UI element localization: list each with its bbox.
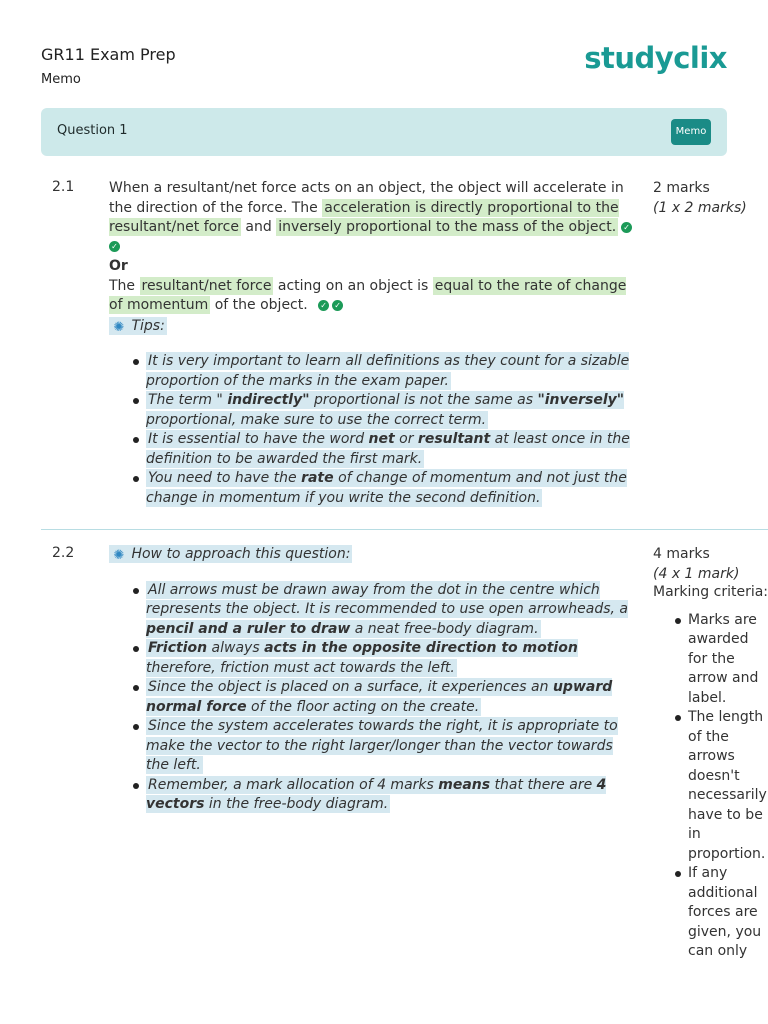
or-label: Or: [109, 258, 128, 274]
question-number-2-1: 2.1: [52, 179, 75, 195]
list-item: [146, 469, 639, 508]
approach-emphasis: 4 vectors: [146, 776, 607, 812]
lightbulb-icon: ✺: [113, 319, 125, 335]
approach-text: a neat free-body diagram.: [350, 620, 539, 637]
approach-emphasis: acts in the opposite direction to motion: [264, 640, 578, 656]
marks-total: 2 marks: [653, 180, 710, 196]
list-item: If any additional forces are given, you can only: [688, 864, 768, 962]
tip-text: It is very important to learn all definitions as they count for a sizable proportion of the marks in the exam paper.: [146, 353, 630, 389]
definition-text: When a resultant/net force acts on an object, the object will accelerate in the direction of the force. The: [109, 180, 624, 216]
list-item: The length of the arrows doesn't necessarily have to be in proportion.: [688, 708, 768, 864]
studyclix-logo[interactable]: studyclix: [584, 41, 727, 75]
question-header-bar: [41, 108, 727, 156]
tip-text: proportional, make sure to use the correct term.: [146, 411, 487, 428]
approach-list: [109, 581, 639, 815]
page-subtitle: Memo: [41, 72, 81, 87]
tip-text: at least once in the definition to be awarded the first mark.: [146, 431, 630, 467]
definition-text: and: [240, 219, 277, 235]
list-item: [146, 678, 639, 717]
tips-label: Tips:: [131, 317, 165, 334]
tip-text: proportional is not the same as: [309, 392, 538, 408]
tip-emphasis: rate: [301, 470, 334, 486]
tip-text: The term ": [148, 392, 228, 408]
page-title: GR11 Exam Prep: [41, 45, 176, 64]
definition-2: [109, 277, 639, 316]
list-item: [146, 639, 639, 678]
approach-emphasis: means: [438, 776, 491, 793]
answer-2-1: [109, 179, 639, 508]
approach-heading: [109, 545, 639, 565]
check-icon: ✓: [621, 222, 632, 233]
tip-text: or: [394, 431, 418, 447]
definition-text: acting on an object is: [273, 277, 433, 294]
approach-label: How to approach this question:: [131, 546, 351, 562]
question-label: Question 1: [57, 123, 128, 138]
section-divider: [41, 529, 768, 530]
lightbulb-icon: ✺: [113, 548, 125, 563]
highlight-answer: acceleration is directly proportional to the resultant/net force: [109, 199, 619, 235]
list-item: [146, 430, 639, 469]
tip-emphasis: "inversely": [537, 392, 625, 408]
approach-text: Since the object is placed on a surface, it experiences an: [148, 679, 553, 695]
tip-text: of change of momentum and not just the change in momentum if you write the second definition.: [146, 470, 627, 506]
definition-1: [109, 179, 639, 257]
marks-2-1: [653, 179, 747, 218]
check-icon: ✓: [318, 300, 329, 311]
list-item: [146, 581, 639, 640]
tip-emphasis: resultant: [417, 431, 491, 447]
highlight-answer: inversely proportional to the mass of the object.: [278, 219, 617, 235]
criteria-label: Marking criteria:: [653, 584, 768, 600]
list-item: Marks are awarded for the arrow and label.: [688, 611, 768, 709]
check-icon: ✓: [109, 241, 120, 252]
approach-text: Since the system accelerates towards the right, it is appropriate to make the vector to the right larger/longer than the vector towards the left.: [146, 718, 618, 773]
marks-total: 4 marks: [653, 546, 710, 562]
question-number-2-2: 2.2: [52, 545, 75, 561]
approach-emphasis: Friction: [148, 640, 208, 656]
list-item: [146, 391, 639, 430]
tip-emphasis: indirectly": [227, 392, 310, 408]
tip-text: You need to have the: [148, 470, 302, 486]
approach-text: of the floor acting on the create.: [246, 698, 480, 715]
approach-text: always: [207, 640, 265, 656]
tip-emphasis: net: [368, 431, 395, 447]
approach-emphasis: upward normal force: [146, 679, 613, 715]
approach-text: in the free-body diagram.: [204, 796, 389, 812]
list-item: [146, 352, 639, 391]
marks-2-2: [653, 545, 739, 584]
check-icon: ✓: [332, 300, 343, 311]
approach-text: that there are: [490, 776, 597, 793]
highlight-answer: equal to the rate of change of momentum: [109, 277, 627, 313]
marks-detail: (4 x 1 mark): [653, 565, 740, 582]
highlight-answer: resultant/net force: [141, 277, 272, 294]
marking-criteria: [653, 583, 768, 962]
tips-list: [109, 352, 639, 508]
list-item: [146, 717, 639, 776]
definition-text: The: [109, 277, 140, 294]
memo-badge[interactable]: Memo: [671, 119, 711, 145]
tips-heading: [109, 317, 639, 337]
marks-detail: (1 x 2 marks): [653, 199, 747, 216]
approach-text: All arrows must be drawn away from the dot in the centre which represents the object. It is recommended to use open arrowheads, a: [146, 581, 628, 617]
answer-2-2: [109, 545, 639, 815]
approach-text: therefore, friction must act towards the left.: [146, 659, 455, 676]
approach-emphasis: pencil and a ruler to draw: [146, 620, 351, 637]
tip-text: It is essential to have the word: [148, 431, 369, 447]
approach-text: Remember, a mark allocation of 4 marks: [148, 776, 439, 793]
list-item: [146, 776, 639, 815]
definition-text: of the object.: [210, 297, 308, 313]
criteria-list: [653, 611, 768, 962]
